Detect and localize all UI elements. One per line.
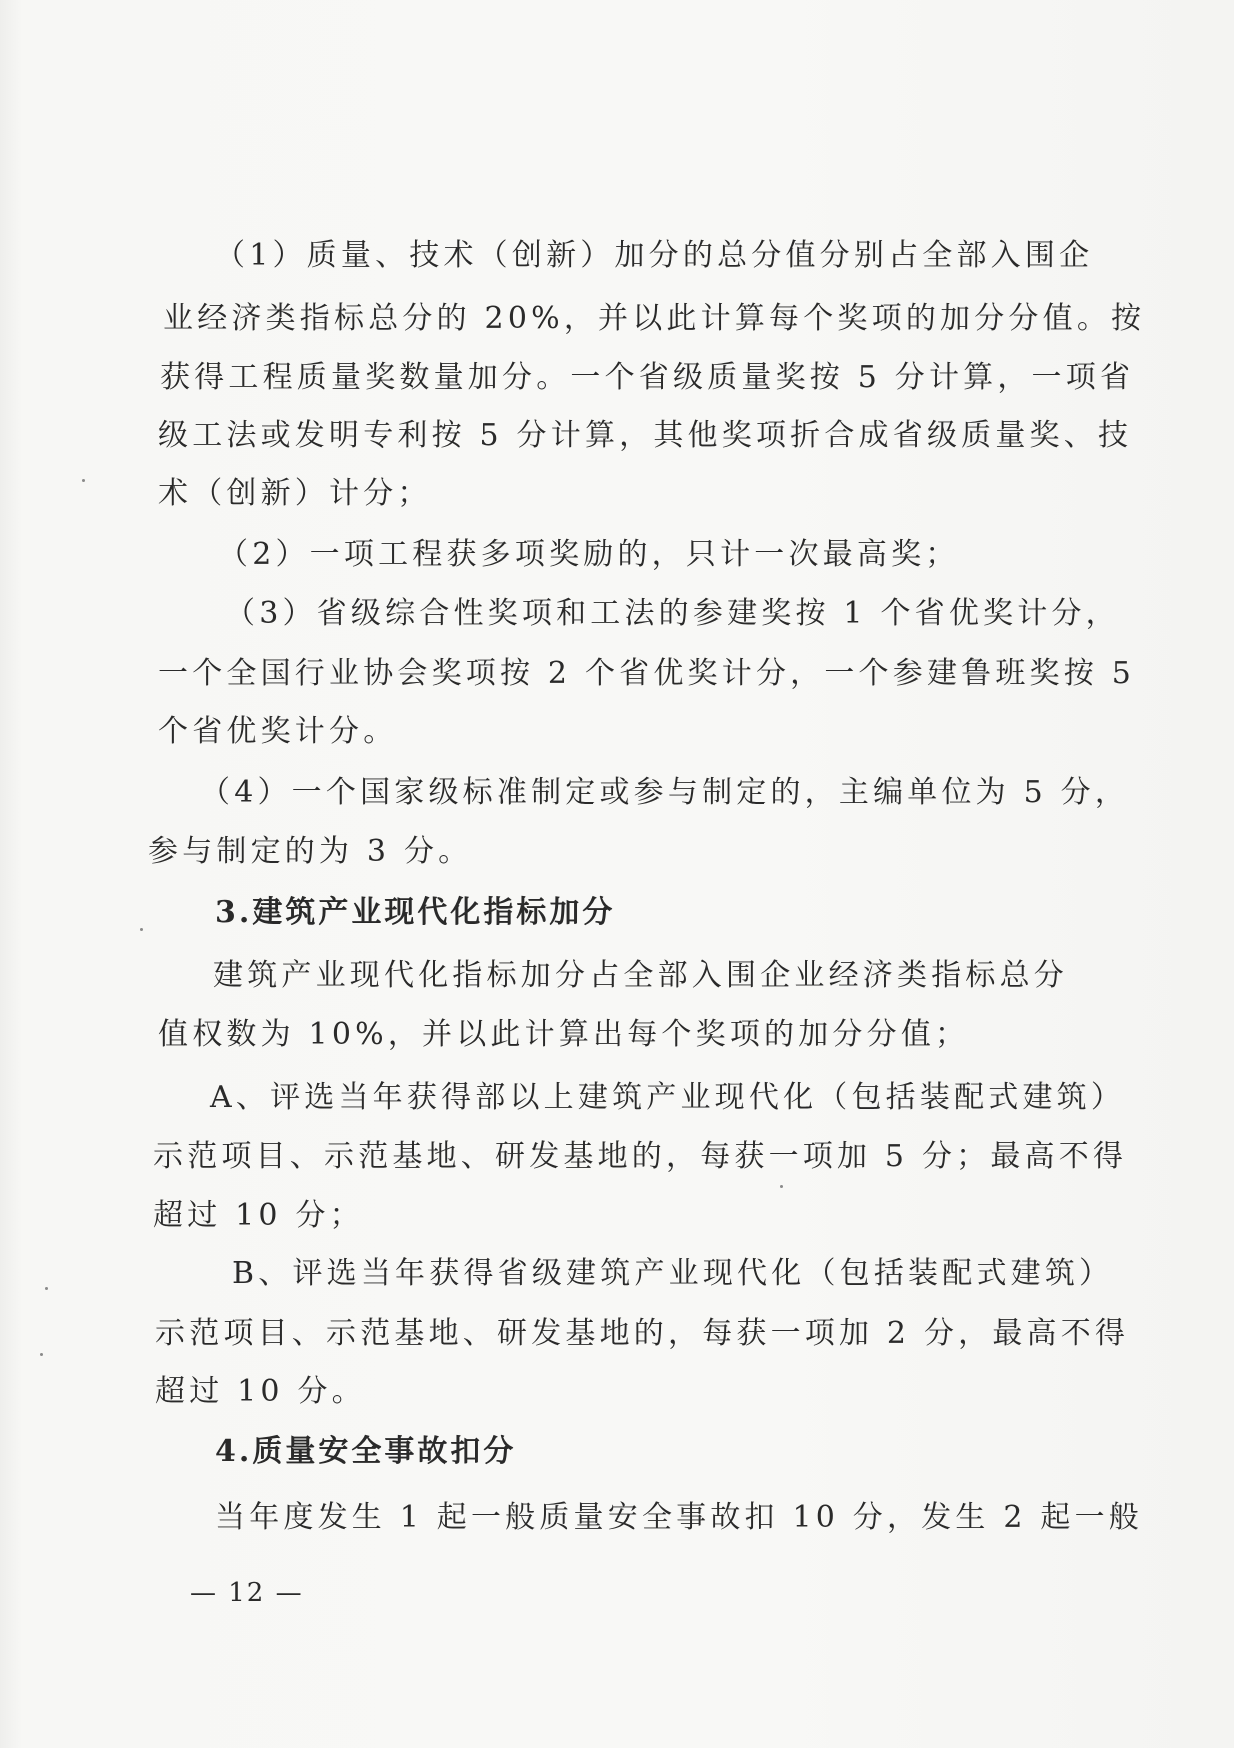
- scan-speck: [40, 1353, 43, 1356]
- text-line: 一个全国行业协会奖项按 2 个省优奖计分，一个参建鲁班奖按 5: [158, 656, 1135, 691]
- page-number: — 12 —: [190, 1578, 304, 1608]
- text-line: 个省优奖计分。: [158, 714, 398, 749]
- text-line: 示范项目、示范基地、研发基地的，每获一项加 2 分，最高不得: [155, 1316, 1130, 1351]
- text-line: 示范项目、示范基地、研发基地的，每获一项加 5 分；最高不得: [153, 1139, 1128, 1174]
- text-line: （2）一项工程获多项奖励的，只计一次最高奖；: [218, 537, 960, 572]
- scan-speck: [82, 479, 85, 482]
- text-line: 术（创新）计分；: [158, 476, 432, 511]
- section-heading: 3.建筑产业现代化指标加分: [215, 895, 616, 930]
- scan-speck: [140, 928, 143, 931]
- section-heading: 4.质量安全事故扣分: [215, 1434, 517, 1469]
- text-line: 级工法或发明专利按 5 分计算，其他奖项折合成省级质量奖、技: [158, 418, 1133, 453]
- text-line: （1）质量、技术（创新）加分的总分值分别占全部入围企: [215, 238, 1094, 273]
- text-line: B、评选当年获得省级建筑产业现代化（包括装配式建筑）: [232, 1256, 1114, 1291]
- text-line: 参与制定的为 3 分。: [148, 834, 473, 869]
- scan-speck: [45, 1287, 48, 1290]
- text-line: 建筑产业现代化指标加分占全部入围企业经济类指标总分: [213, 958, 1068, 993]
- text-line: 超过 10 分；: [153, 1198, 364, 1233]
- text-line: （3）省级综合性奖项和工法的参建奖按 1 个省优奖计分，: [225, 596, 1120, 631]
- text-line: 超过 10 分。: [155, 1374, 366, 1409]
- text-line: 业经济类指标总分的 20%，并以此计算每个奖项的加分分值。按: [163, 301, 1146, 336]
- text-line: A、评选当年获得部以上建筑产业现代化（包括装配式建筑）: [210, 1080, 1126, 1115]
- scan-speck: [780, 1185, 783, 1188]
- text-line: 值权数为 10%，并以此计算出每个奖项的加分分值；: [158, 1017, 970, 1052]
- text-line: 获得工程质量奖数量加分。一个省级质量奖按 5 分计算，一项省: [160, 360, 1135, 395]
- text-line: （4）一个国家级标准制定或参与制定的，主编单位为 5 分，: [200, 775, 1130, 810]
- text-line: 当年度发生 1 起一般质量安全事故扣 10 分，发生 2 起一般: [215, 1500, 1143, 1535]
